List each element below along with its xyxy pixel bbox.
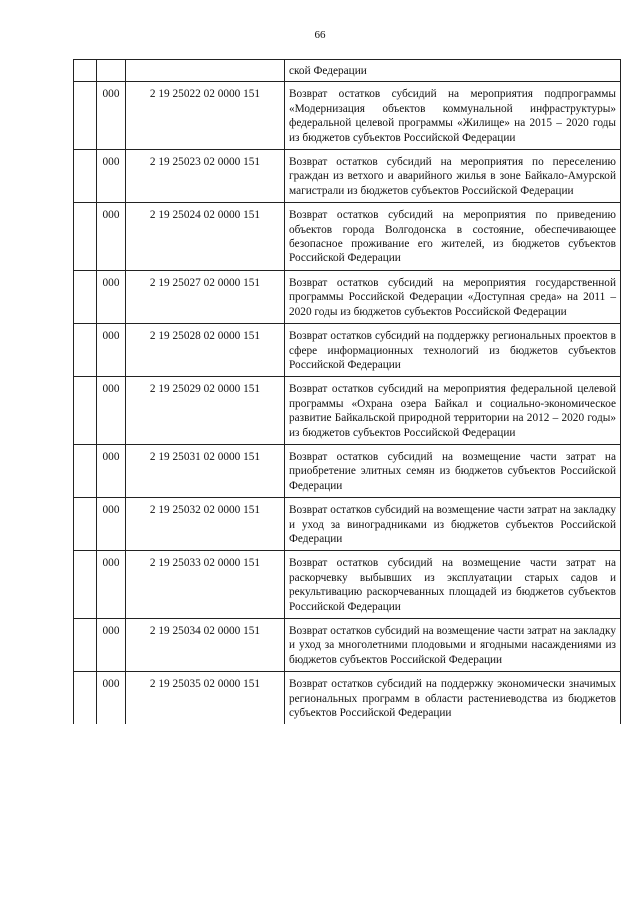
table-row bbox=[74, 150, 621, 203]
admin-code-cell: 000 bbox=[97, 270, 126, 323]
blank-cell bbox=[74, 203, 97, 271]
admin-code-cell: 000 bbox=[97, 82, 126, 150]
classification-code-cell: 2 19 25034 02 0000 151 bbox=[126, 619, 285, 672]
table-row bbox=[74, 672, 621, 725]
table-row bbox=[74, 619, 621, 672]
income-name-cell: Возврат остатков субсидий на возмещение части затрат на закладку и уход за виноградниками из бюджетов субъектов Российской Федерации bbox=[285, 498, 621, 551]
table-row bbox=[74, 270, 621, 323]
code-cell bbox=[126, 60, 285, 82]
admin-code-cell: 000 bbox=[97, 619, 126, 672]
blank-cell bbox=[74, 270, 97, 323]
admin-code-cell: 000 bbox=[97, 203, 126, 271]
table-row bbox=[74, 444, 621, 497]
table-row bbox=[74, 498, 621, 551]
continuation-row bbox=[74, 60, 621, 82]
classification-code-cell: 2 19 25022 02 0000 151 bbox=[126, 82, 285, 150]
admin-code-cell: 000 bbox=[97, 377, 126, 445]
blank-cell bbox=[74, 619, 97, 672]
budget-classification-table bbox=[73, 59, 621, 724]
classification-code-cell: 2 19 25032 02 0000 151 bbox=[126, 498, 285, 551]
income-name-cell: Возврат остатков субсидий на возмещение части затрат на приобретение элитных семян из бюджетов субъектов Российской Федерации bbox=[285, 444, 621, 497]
classification-code-cell: 2 19 25023 02 0000 151 bbox=[126, 150, 285, 203]
admin-code-cell: 000 bbox=[97, 498, 126, 551]
admin-code-cell: 000 bbox=[97, 150, 126, 203]
table-row bbox=[74, 82, 621, 150]
income-name-cell: Возврат остатков субсидий на мероприятия государственной программы Российской Федерации «Доступная среда» на 2011 – 2020 годы из бюджетов субъектов Российской Федерации bbox=[285, 270, 621, 323]
page-number: 66 bbox=[314, 29, 326, 41]
table-row bbox=[74, 203, 621, 271]
admin-cell bbox=[97, 60, 126, 82]
income-name-cell: Возврат остатков субсидий на мероприятия по приведению объектов города Волгодонска в состояние, обеспечивающее безопасное проживание его жителей, из бюджетов субъектов Российской Федерации bbox=[285, 203, 621, 271]
income-name-cell: Возврат остатков субсидий на мероприятия федеральной целевой программы «Охрана озера Байкал и социально-экономическое развитие Байкальской природной территории на 2012 – 2020 годы» из бюджетов субъектов Российской Федерации bbox=[285, 377, 621, 445]
name-cell: ской Федерации bbox=[285, 60, 621, 82]
admin-code-cell: 000 bbox=[97, 324, 126, 377]
blank-cell bbox=[74, 444, 97, 497]
blank-cell bbox=[74, 672, 97, 725]
blank-cell bbox=[74, 82, 97, 150]
income-name-cell: Возврат остатков субсидий на мероприятия по переселению граждан из ветхого и аварийного жилья в зоне Байкало-Амурской магистрали из бюджетов субъектов Российской Федерации bbox=[285, 150, 621, 203]
admin-code-cell: 000 bbox=[97, 444, 126, 497]
income-name-cell: Возврат остатков субсидий на мероприятия подпрограммы «Модернизация объектов коммунальной инфраструктуры» федеральной целевой программы «Жилище» на 2015 – 2020 годы из бюджетов субъектов Российской Федерации bbox=[285, 82, 621, 150]
income-name-cell: Возврат остатков субсидий на возмещение части затрат на раскорчевку выбывших из эксплуатации старых садов и рекультивацию раскорчеванных площадей из бюджетов субъектов Российской Федерации bbox=[285, 551, 621, 619]
classification-code-cell: 2 19 25029 02 0000 151 bbox=[126, 377, 285, 445]
blank-cell bbox=[74, 377, 97, 445]
blank-cell bbox=[74, 551, 97, 619]
classification-code-cell: 2 19 25027 02 0000 151 bbox=[126, 270, 285, 323]
blank-cell bbox=[74, 60, 97, 82]
admin-code-cell: 000 bbox=[97, 551, 126, 619]
table-row bbox=[74, 551, 621, 619]
blank-cell bbox=[74, 498, 97, 551]
income-name-cell: Возврат остатков субсидий на поддержку экономически значимых региональных программ в области растениеводства из бюджетов субъектов Российской Федерации bbox=[285, 672, 621, 725]
classification-code-cell: 2 19 25024 02 0000 151 bbox=[126, 203, 285, 271]
table-row bbox=[74, 377, 621, 445]
blank-cell bbox=[74, 324, 97, 377]
classification-code-cell: 2 19 25035 02 0000 151 bbox=[126, 672, 285, 725]
classification-code-cell: 2 19 25031 02 0000 151 bbox=[126, 444, 285, 497]
table-row bbox=[74, 324, 621, 377]
income-name-cell: Возврат остатков субсидий на поддержку региональных проектов в сфере информационных технологий из бюджетов субъектов Российской Федерации bbox=[285, 324, 621, 377]
classification-code-cell: 2 19 25033 02 0000 151 bbox=[126, 551, 285, 619]
income-name-cell: Возврат остатков субсидий на возмещение части затрат на закладку и уход за многолетними плодовыми и ягодными насаждениями из бюджетов субъектов Российской Федерации bbox=[285, 619, 621, 672]
admin-code-cell: 000 bbox=[97, 672, 126, 725]
blank-cell bbox=[74, 150, 97, 203]
classification-code-cell: 2 19 25028 02 0000 151 bbox=[126, 324, 285, 377]
